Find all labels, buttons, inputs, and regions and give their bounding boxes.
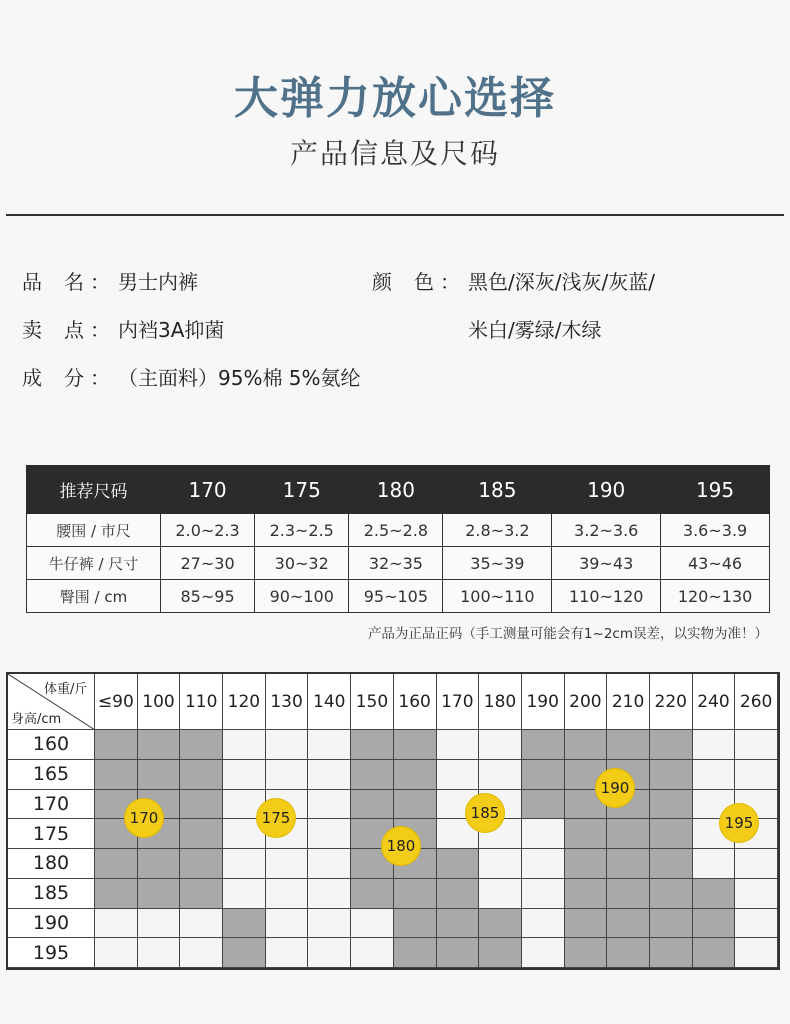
grid-cell (650, 819, 693, 849)
height-row-label: 165 (8, 760, 95, 790)
header-cell: 170 (161, 466, 255, 514)
grid-cell (693, 849, 736, 879)
table-cell: 43~46 (661, 547, 770, 580)
grid-cell (522, 879, 565, 909)
grid-cell (735, 760, 778, 790)
header-cell: 180 (349, 466, 443, 514)
grid-cell (266, 849, 309, 879)
table-cell: 39~43 (552, 547, 661, 580)
grid-cell (650, 879, 693, 909)
color-value: 黑色/深灰/浅灰/灰蓝/ (468, 270, 655, 294)
grid-cell (351, 760, 394, 790)
grid-cell (95, 909, 138, 939)
info-name (22, 266, 198, 295)
header-cell: 190 (552, 466, 661, 514)
row-label: 牛仔裤 / 尺寸 (27, 547, 161, 580)
table-cell: 35~39 (443, 547, 552, 580)
info-color-line2 (468, 314, 601, 343)
grid-cell (351, 909, 394, 939)
size-grid (6, 672, 780, 970)
table-cell: 2.8~3.2 (443, 514, 552, 547)
header-cell: 195 (661, 466, 770, 514)
grid-cell (266, 909, 309, 939)
table-cell: 100~110 (443, 580, 552, 613)
grid-cell (180, 849, 223, 879)
grid-cell (138, 849, 181, 879)
info-feature (22, 314, 224, 343)
grid-cell (607, 938, 650, 968)
height-row-label: 175 (8, 819, 95, 849)
grid-cell (479, 849, 522, 879)
grid-cell (180, 879, 223, 909)
table-cell: 85~95 (161, 580, 255, 613)
grid-cell (650, 790, 693, 820)
grid-cell (565, 938, 608, 968)
grid-cell (180, 909, 223, 939)
grid-cell (138, 879, 181, 909)
table-row (27, 580, 770, 613)
grid-cell (522, 730, 565, 760)
grid-cell (650, 849, 693, 879)
grid-cell (95, 879, 138, 909)
grid-cell (394, 909, 437, 939)
table-cell: 30~32 (255, 547, 349, 580)
grid-cell (650, 938, 693, 968)
weight-header: 180 (479, 674, 522, 730)
grid-cell (180, 730, 223, 760)
grid-cell (522, 909, 565, 939)
table-cell: 32~35 (349, 547, 443, 580)
weight-header: 200 (565, 674, 608, 730)
height-row-label: 185 (8, 879, 95, 909)
table-cell: 3.2~3.6 (552, 514, 661, 547)
grid-cell (308, 819, 351, 849)
size-badge: 195 (720, 804, 758, 842)
grid-cell (437, 938, 480, 968)
grid-cell (138, 909, 181, 939)
grid-cell (223, 909, 266, 939)
grid-cell (138, 730, 181, 760)
grid-cell (565, 819, 608, 849)
grid-cell (308, 730, 351, 760)
grid-cell (437, 730, 480, 760)
grid-cell (522, 819, 565, 849)
weight-header: 100 (138, 674, 181, 730)
grid-cell (223, 760, 266, 790)
weight-axis-label: 体重/斤 (44, 682, 88, 697)
grid-cell (351, 879, 394, 909)
table-cell: 110~120 (552, 580, 661, 613)
color-label: 颜 色 ： (372, 270, 460, 294)
grid-cell (650, 760, 693, 790)
grid-cell (394, 790, 437, 820)
table-cell: 3.6~3.9 (661, 514, 770, 547)
grid-cell (308, 879, 351, 909)
grid-cell (394, 760, 437, 790)
size-badge: 170 (125, 799, 163, 837)
table-cell: 2.3~2.5 (255, 514, 349, 547)
grid-cell (437, 909, 480, 939)
grid-cell (95, 938, 138, 968)
grid-cell (479, 879, 522, 909)
grid-cell (479, 909, 522, 939)
weight-header: 210 (607, 674, 650, 730)
weight-header: 190 (522, 674, 565, 730)
size-badge: 175 (257, 799, 295, 837)
grid-cell (308, 909, 351, 939)
grid-cell (522, 760, 565, 790)
weight-header: 240 (693, 674, 736, 730)
material-label: 成 分 ： (22, 366, 110, 390)
height-row-label: 190 (8, 909, 95, 939)
grid-cell (565, 909, 608, 939)
weight-header: 160 (394, 674, 437, 730)
grid-cell (437, 849, 480, 879)
grid-cell (693, 938, 736, 968)
grid-cell (607, 909, 650, 939)
header-cell: 175 (255, 466, 349, 514)
grid-cell (522, 938, 565, 968)
table-row (27, 547, 770, 580)
grid-cell (266, 760, 309, 790)
name-value: 男士内裤 (118, 270, 198, 294)
grid-cell (180, 790, 223, 820)
weight-header: 110 (180, 674, 223, 730)
grid-cell (693, 909, 736, 939)
grid-cell (266, 879, 309, 909)
size-badge: 190 (596, 769, 634, 807)
table-cell: 27~30 (161, 547, 255, 580)
table-cell: 90~100 (255, 580, 349, 613)
grid-cell (223, 730, 266, 760)
row-label: 腰围 / 市尺 (27, 514, 161, 547)
grid-cell (308, 760, 351, 790)
height-row-label: 160 (8, 730, 95, 760)
table-cell: 2.0~2.3 (161, 514, 255, 547)
grid-cell (479, 730, 522, 760)
size-badge: 180 (382, 827, 420, 865)
grid-cell (95, 730, 138, 760)
grid-cell (565, 879, 608, 909)
grid-cell (138, 938, 181, 968)
height-row-label: 195 (8, 938, 95, 968)
grid-cell (607, 819, 650, 849)
weight-header: 150 (351, 674, 394, 730)
grid-cell (266, 938, 309, 968)
weight-header: 130 (266, 674, 309, 730)
grid-cell (735, 879, 778, 909)
row-label: 臀围 / cm (27, 580, 161, 613)
grid-cell (437, 760, 480, 790)
color-value-2: 米白/雾绿/木绿 (468, 318, 602, 342)
grid-cell (308, 849, 351, 879)
grid-cell (650, 909, 693, 939)
info-color (372, 266, 655, 295)
grid-cell (522, 790, 565, 820)
header-cell: 185 (443, 466, 552, 514)
page-title: 大弹力放心选择 (234, 73, 556, 124)
page-subtitle: 产品信息及尺码 (289, 137, 500, 170)
grid-cell (565, 849, 608, 879)
size-badge: 185 (466, 794, 504, 832)
grid-cell (394, 730, 437, 760)
feature-label: 卖 点 ： (22, 318, 110, 342)
height-row-label: 170 (8, 790, 95, 820)
grid-cell (735, 849, 778, 879)
name-label: 品 名 ： (22, 270, 110, 294)
grid-cell (693, 879, 736, 909)
grid-cell (437, 879, 480, 909)
weight-header: 260 (735, 674, 778, 730)
grid-cell (735, 730, 778, 760)
header-cell: 推荐尺码 (27, 466, 161, 514)
feature-value: 内裆3A抑菌 (118, 318, 225, 342)
grid-cell (180, 760, 223, 790)
table-cell: 120~130 (661, 580, 770, 613)
weight-header: 220 (650, 674, 693, 730)
grid-cell (95, 849, 138, 879)
grid-cell (693, 730, 736, 760)
grid-cell (394, 879, 437, 909)
grid-cell (607, 849, 650, 879)
weight-header: 170 (437, 674, 480, 730)
height-axis-label: 身高/cm (11, 712, 62, 727)
grid-cell (223, 879, 266, 909)
info-material (22, 362, 361, 391)
size-table (26, 465, 770, 613)
grid-cell (479, 760, 522, 790)
grid-cell (522, 849, 565, 879)
size-note: 产品为正品正码（手工测量可能会有1~2cm误差，以实物为准！） (367, 626, 768, 642)
grid-cell (138, 760, 181, 790)
grid-cell (351, 730, 394, 760)
table-cell: 2.5~2.8 (349, 514, 443, 547)
table-row (27, 514, 770, 547)
weight-header: 120 (223, 674, 266, 730)
grid-cell (180, 938, 223, 968)
material-value: （主面料）95%棉 5%氨纶 (118, 366, 361, 390)
divider (6, 214, 784, 216)
weight-header: ≤90 (95, 674, 138, 730)
weight-header: 140 (308, 674, 351, 730)
grid-cell (650, 730, 693, 760)
grid-cell (95, 760, 138, 790)
grid-cell (308, 790, 351, 820)
grid-cell (394, 938, 437, 968)
grid-cell (565, 730, 608, 760)
grid-cell (693, 760, 736, 790)
grid-cell (735, 909, 778, 939)
grid-cell (351, 938, 394, 968)
grid-cell (180, 819, 223, 849)
grid-cell (308, 938, 351, 968)
grid-cell (607, 879, 650, 909)
size-table-header (27, 466, 770, 514)
grid-cell (607, 730, 650, 760)
grid-cell (266, 730, 309, 760)
grid-cell (479, 938, 522, 968)
grid-cell (223, 938, 266, 968)
grid-cell (223, 849, 266, 879)
table-cell: 95~105 (349, 580, 443, 613)
grid-cell (351, 790, 394, 820)
grid-cell (735, 938, 778, 968)
height-row-label: 180 (8, 849, 95, 879)
